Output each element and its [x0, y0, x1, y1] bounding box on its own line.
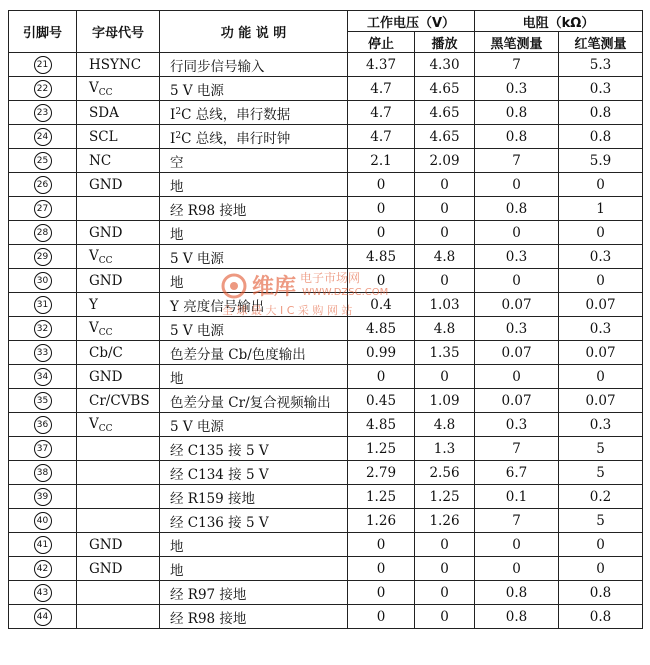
- symbol-cell: [77, 557, 160, 581]
- res-black-cell: 0.8: [475, 581, 559, 605]
- res-black-cell: 0.3: [475, 413, 559, 437]
- pin-number: 34: [34, 368, 52, 386]
- table-row: [9, 557, 643, 581]
- header-res-red: 红笔测量: [559, 32, 643, 53]
- voltage-play-cell: 0: [415, 533, 475, 557]
- res-black-cell: 7: [475, 53, 559, 77]
- voltage-stop-cell: 4.7: [348, 101, 415, 125]
- symbol-cell: [77, 245, 160, 269]
- symbol-subscript: CC: [98, 255, 113, 266]
- voltage-stop-cell: 4.85: [348, 317, 415, 341]
- table-row: [9, 245, 643, 269]
- function-cell: [160, 53, 348, 77]
- voltage-play-cell: 0: [415, 173, 475, 197]
- voltage-play-cell: 4.8: [415, 413, 475, 437]
- function-text: 经 C136 接 5 V: [170, 514, 269, 531]
- res-black-cell: 0.8: [475, 101, 559, 125]
- pin-number-cell: [9, 197, 77, 221]
- pin-number: 25: [34, 152, 52, 170]
- voltage-play-cell: 1.26: [415, 509, 475, 533]
- function-text: 地: [170, 178, 184, 195]
- table-row: [9, 317, 643, 341]
- function-cell: [160, 605, 348, 629]
- table-row: [9, 365, 643, 389]
- function-text: 地: [170, 370, 184, 387]
- voltage-stop-cell: 0.45: [348, 389, 415, 413]
- voltage-stop-cell: 0: [348, 269, 415, 293]
- table-row: [9, 221, 643, 245]
- voltage-stop-cell: 1.25: [348, 437, 415, 461]
- function-text: 地: [170, 226, 184, 243]
- voltage-play-cell: 1.25: [415, 485, 475, 509]
- symbol: GND: [89, 224, 123, 241]
- table-row: [9, 581, 643, 605]
- res-red-cell: 0: [559, 365, 643, 389]
- function-cell: [160, 437, 348, 461]
- header-function: 功 能 说 明: [160, 11, 348, 53]
- res-black-cell: 7: [475, 509, 559, 533]
- res-black-cell: 6.7: [475, 461, 559, 485]
- header-voltage-stop: 停止: [348, 32, 415, 53]
- voltage-play-cell: 4.30: [415, 53, 475, 77]
- res-red-cell: 5: [559, 437, 643, 461]
- symbol-cell: [77, 485, 160, 509]
- watermark-brand: 维库: [252, 275, 297, 300]
- pin-number: 23: [34, 104, 52, 122]
- pin-number-cell: [9, 533, 77, 557]
- pin-number-cell: [9, 77, 77, 101]
- pin-number: 21: [34, 56, 52, 74]
- voltage-stop-cell: 1.25: [348, 485, 415, 509]
- pin-data-table: [8, 10, 643, 629]
- pin-number-cell: [9, 341, 77, 365]
- res-black-cell: 0.3: [475, 317, 559, 341]
- symbol-cell: [77, 77, 160, 101]
- pin-number: 32: [34, 320, 52, 338]
- table-row: [9, 269, 643, 293]
- res-red-cell: 5: [559, 461, 643, 485]
- voltage-play-cell: 4.8: [415, 317, 475, 341]
- table-row: [9, 413, 643, 437]
- symbol-cell: [77, 53, 160, 77]
- watermark-tagline: 全 球 最 大 I C 采 购 网 站: [222, 304, 353, 317]
- pin-number: 39: [34, 488, 52, 506]
- res-black-cell: 0.07: [475, 293, 559, 317]
- table-row: [9, 509, 643, 533]
- symbol-cell: [77, 509, 160, 533]
- pin-number-cell: [9, 365, 77, 389]
- symbol-cell: [77, 389, 160, 413]
- symbol: V: [89, 79, 99, 96]
- res-red-cell: 1: [559, 197, 643, 221]
- res-black-cell: 0: [475, 533, 559, 557]
- symbol-cell: [77, 365, 160, 389]
- function-text: 5 V 电源: [170, 418, 224, 435]
- function-text: 地: [170, 274, 184, 291]
- symbol: GND: [89, 176, 123, 193]
- res-black-cell: 0.1: [475, 485, 559, 509]
- symbol: GND: [89, 536, 123, 553]
- function-cell: [160, 413, 348, 437]
- table-row: [9, 293, 643, 317]
- res-black-cell: 0.8: [475, 605, 559, 629]
- res-black-cell: 0.3: [475, 77, 559, 101]
- symbol: V: [89, 319, 99, 336]
- pin-number: 27: [34, 200, 52, 218]
- function-cell: [160, 125, 348, 149]
- res-red-cell: 0.3: [559, 77, 643, 101]
- symbol-cell: [77, 125, 160, 149]
- function-superscript: 2: [175, 106, 182, 117]
- pin-number-cell: [9, 221, 77, 245]
- pin-number-cell: [9, 605, 77, 629]
- voltage-stop-cell: 4.85: [348, 245, 415, 269]
- voltage-play-cell: 1.03: [415, 293, 475, 317]
- res-red-cell: 0.3: [559, 245, 643, 269]
- header-symbol: 字母代号: [77, 11, 160, 53]
- voltage-stop-cell: 2.1: [348, 149, 415, 173]
- res-black-cell: 0: [475, 221, 559, 245]
- table-row: [9, 125, 643, 149]
- symbol-cell: [77, 317, 160, 341]
- voltage-play-cell: 0: [415, 269, 475, 293]
- voltage-stop-cell: 4.37: [348, 53, 415, 77]
- symbol-cell: [77, 533, 160, 557]
- symbol-cell: [77, 413, 160, 437]
- table-row: [9, 533, 643, 557]
- voltage-play-cell: 4.8: [415, 245, 475, 269]
- pin-number: 40: [34, 512, 52, 530]
- symbol: Cr/CVBS: [89, 392, 150, 409]
- res-red-cell: 0: [559, 221, 643, 245]
- pin-number: 36: [34, 416, 52, 434]
- pin-number: 44: [34, 608, 52, 626]
- pin-number: 28: [34, 224, 52, 242]
- voltage-stop-cell: 2.79: [348, 461, 415, 485]
- symbol-cell: [77, 269, 160, 293]
- voltage-stop-cell: 1.26: [348, 509, 415, 533]
- symbol-subscript: CC: [98, 423, 113, 434]
- table-body: [9, 53, 643, 629]
- voltage-play-cell: 0: [415, 605, 475, 629]
- symbol-cell: [77, 101, 160, 125]
- res-black-cell: 7: [475, 149, 559, 173]
- res-black-cell: 0: [475, 365, 559, 389]
- header-voltage-play: 播放: [415, 32, 475, 53]
- res-black-cell: 0.8: [475, 125, 559, 149]
- function-cell: [160, 197, 348, 221]
- pin-number-cell: [9, 173, 77, 197]
- table-row: [9, 101, 643, 125]
- function-prefix: I: [170, 106, 176, 123]
- function-text: 行同步信号输入: [170, 58, 265, 75]
- watermark-url: WWW.DZSC.COM: [302, 287, 389, 298]
- res-red-cell: 5: [559, 509, 643, 533]
- res-red-cell: 0.8: [559, 581, 643, 605]
- function-cell: [160, 149, 348, 173]
- res-red-cell: 0.2: [559, 485, 643, 509]
- function-text: 经 R159 接地: [170, 490, 256, 507]
- voltage-stop-cell: 0: [348, 365, 415, 389]
- function-cell: [160, 581, 348, 605]
- function-cell: [160, 509, 348, 533]
- pin-number: 41: [34, 536, 52, 554]
- res-black-cell: 0: [475, 269, 559, 293]
- table-row: [9, 197, 643, 221]
- res-red-cell: 0.07: [559, 293, 643, 317]
- voltage-stop-cell: 0: [348, 221, 415, 245]
- res-black-cell: 0.07: [475, 389, 559, 413]
- table-header: [9, 11, 643, 53]
- function-cell: [160, 245, 348, 269]
- function-cell: [160, 461, 348, 485]
- pin-number: 26: [34, 176, 52, 194]
- function-text: 5 V 电源: [170, 250, 224, 267]
- res-red-cell: 0.8: [559, 605, 643, 629]
- pin-number-cell: [9, 581, 77, 605]
- function-text: C 总线，串行时钟: [181, 130, 291, 147]
- symbol-cell: [77, 341, 160, 365]
- voltage-stop-cell: 4.7: [348, 77, 415, 101]
- table-row: [9, 341, 643, 365]
- function-cell: [160, 389, 348, 413]
- pin-number-cell: [9, 149, 77, 173]
- function-text: 经 C134 接 5 V: [170, 466, 269, 483]
- header-pin: 引脚号: [9, 11, 77, 53]
- function-text: 地: [170, 538, 184, 555]
- function-cell: [160, 365, 348, 389]
- symbol: V: [89, 415, 99, 432]
- table-row: [9, 173, 643, 197]
- pin-number: 24: [34, 128, 52, 146]
- pin-number: 30: [34, 272, 52, 290]
- function-text: 5 V 电源: [170, 82, 224, 99]
- function-text: 经 R98 接地: [170, 610, 247, 627]
- pin-number: 22: [34, 80, 52, 98]
- voltage-play-cell: 0: [415, 197, 475, 221]
- res-black-cell: 0.3: [475, 245, 559, 269]
- header-resistance-group: 电阻（kΩ）: [475, 11, 643, 32]
- symbol: HSYNC: [89, 56, 142, 73]
- function-cell: [160, 101, 348, 125]
- res-red-cell: 0: [559, 173, 643, 197]
- voltage-play-cell: 0: [415, 221, 475, 245]
- pin-number: 37: [34, 440, 52, 458]
- symbol-cell: [77, 461, 160, 485]
- table-row: [9, 461, 643, 485]
- function-cell: [160, 317, 348, 341]
- pin-number-cell: [9, 317, 77, 341]
- function-cell: [160, 269, 348, 293]
- function-text: 色差分量 Cb/色度输出: [170, 346, 306, 363]
- res-red-cell: 0.8: [559, 101, 643, 125]
- symbol: V: [89, 247, 99, 264]
- voltage-stop-cell: 0: [348, 557, 415, 581]
- res-red-cell: 0.07: [559, 341, 643, 365]
- voltage-stop-cell: 0: [348, 197, 415, 221]
- voltage-play-cell: 0: [415, 557, 475, 581]
- voltage-stop-cell: 0: [348, 605, 415, 629]
- function-text: 5 V 电源: [170, 322, 224, 339]
- voltage-play-cell: 1.3: [415, 437, 475, 461]
- pin-number: 43: [34, 584, 52, 602]
- header-voltage-group: 工作电压（V）: [348, 11, 475, 32]
- symbol: GND: [89, 560, 123, 577]
- res-black-cell: 0.8: [475, 197, 559, 221]
- table-row: [9, 437, 643, 461]
- symbol-cell: [77, 149, 160, 173]
- function-text: 地: [170, 562, 184, 579]
- res-red-cell: 0: [559, 269, 643, 293]
- symbol: SCL: [89, 128, 118, 145]
- res-red-cell: 5.9: [559, 149, 643, 173]
- pin-number-cell: [9, 557, 77, 581]
- res-red-cell: 0.3: [559, 413, 643, 437]
- voltage-stop-cell: 0: [348, 581, 415, 605]
- pin-number: 35: [34, 392, 52, 410]
- symbol-cell: [77, 293, 160, 317]
- function-cell: [160, 341, 348, 365]
- function-cell: [160, 77, 348, 101]
- table-row: [9, 389, 643, 413]
- symbol-cell: [77, 221, 160, 245]
- pin-number-cell: [9, 437, 77, 461]
- function-cell: [160, 221, 348, 245]
- voltage-play-cell: 2.09: [415, 149, 475, 173]
- symbol-cell: [77, 173, 160, 197]
- res-red-cell: 0.3: [559, 317, 643, 341]
- function-text: C 总线，串行数据: [181, 106, 291, 123]
- function-text: 经 R98 接地: [170, 202, 247, 219]
- pin-number: 42: [34, 560, 52, 578]
- res-black-cell: 0: [475, 557, 559, 581]
- symbol: Y: [89, 296, 98, 313]
- function-cell: [160, 173, 348, 197]
- function-superscript: 2: [175, 130, 182, 141]
- voltage-play-cell: 2.56: [415, 461, 475, 485]
- table-row: [9, 53, 643, 77]
- res-black-cell: 0: [475, 173, 559, 197]
- voltage-play-cell: 1.09: [415, 389, 475, 413]
- pin-number-cell: [9, 461, 77, 485]
- function-cell: [160, 557, 348, 581]
- voltage-stop-cell: 0: [348, 173, 415, 197]
- function-cell: [160, 293, 348, 317]
- symbol: GND: [89, 368, 123, 385]
- function-text: 经 R97 接地: [170, 586, 247, 603]
- symbol: GND: [89, 272, 123, 289]
- voltage-play-cell: 4.65: [415, 77, 475, 101]
- voltage-stop-cell: 4.7: [348, 125, 415, 149]
- symbol-cell: [77, 437, 160, 461]
- voltage-play-cell: 4.65: [415, 125, 475, 149]
- pin-number-cell: [9, 413, 77, 437]
- res-red-cell: 5.3: [559, 53, 643, 77]
- symbol-cell: [77, 605, 160, 629]
- table-row: [9, 605, 643, 629]
- pin-number-cell: [9, 509, 77, 533]
- voltage-stop-cell: 0.99: [348, 341, 415, 365]
- pin-number: 31: [34, 296, 52, 314]
- pin-number: 38: [34, 464, 52, 482]
- table-row: [9, 77, 643, 101]
- voltage-play-cell: 1.35: [415, 341, 475, 365]
- symbol: NC: [89, 152, 112, 169]
- voltage-play-cell: 0: [415, 365, 475, 389]
- voltage-play-cell: 0: [415, 581, 475, 605]
- voltage-play-cell: 4.65: [415, 101, 475, 125]
- function-text: 经 C135 接 5 V: [170, 442, 269, 459]
- function-text: 色差分量 Cr/复合视频输出: [170, 394, 331, 411]
- res-red-cell: 0: [559, 533, 643, 557]
- res-red-cell: 0.07: [559, 389, 643, 413]
- pin-number-cell: [9, 53, 77, 77]
- symbol-subscript: CC: [98, 87, 113, 98]
- pin-number: 33: [34, 344, 52, 362]
- voltage-stop-cell: 0.4: [348, 293, 415, 317]
- pin-number-cell: [9, 125, 77, 149]
- res-black-cell: 0.07: [475, 341, 559, 365]
- symbol-cell: [77, 197, 160, 221]
- pin-number-cell: [9, 293, 77, 317]
- pin-number-cell: [9, 269, 77, 293]
- res-red-cell: 0: [559, 557, 643, 581]
- table-row: [9, 149, 643, 173]
- symbol-subscript: CC: [98, 327, 113, 338]
- symbol: Cb/C: [89, 344, 123, 361]
- table-row: [9, 485, 643, 509]
- pin-number-cell: [9, 485, 77, 509]
- pin-number-cell: [9, 101, 77, 125]
- watermark-brand-suffix: 电子市场网: [300, 271, 361, 285]
- function-cell: [160, 485, 348, 509]
- voltage-stop-cell: 4.85: [348, 413, 415, 437]
- function-prefix: I: [170, 130, 176, 147]
- pin-number-cell: [9, 245, 77, 269]
- voltage-stop-cell: 0: [348, 533, 415, 557]
- function-text: Y 亮度信号输出: [170, 298, 265, 315]
- pin-number: 29: [34, 248, 52, 266]
- res-red-cell: 0.8: [559, 125, 643, 149]
- pin-number-cell: [9, 389, 77, 413]
- header-res-black: 黑笔测量: [475, 32, 559, 53]
- function-cell: [160, 533, 348, 557]
- symbol-cell: [77, 581, 160, 605]
- function-text: 空: [170, 154, 184, 171]
- res-black-cell: 7: [475, 437, 559, 461]
- symbol: SDA: [89, 104, 119, 121]
